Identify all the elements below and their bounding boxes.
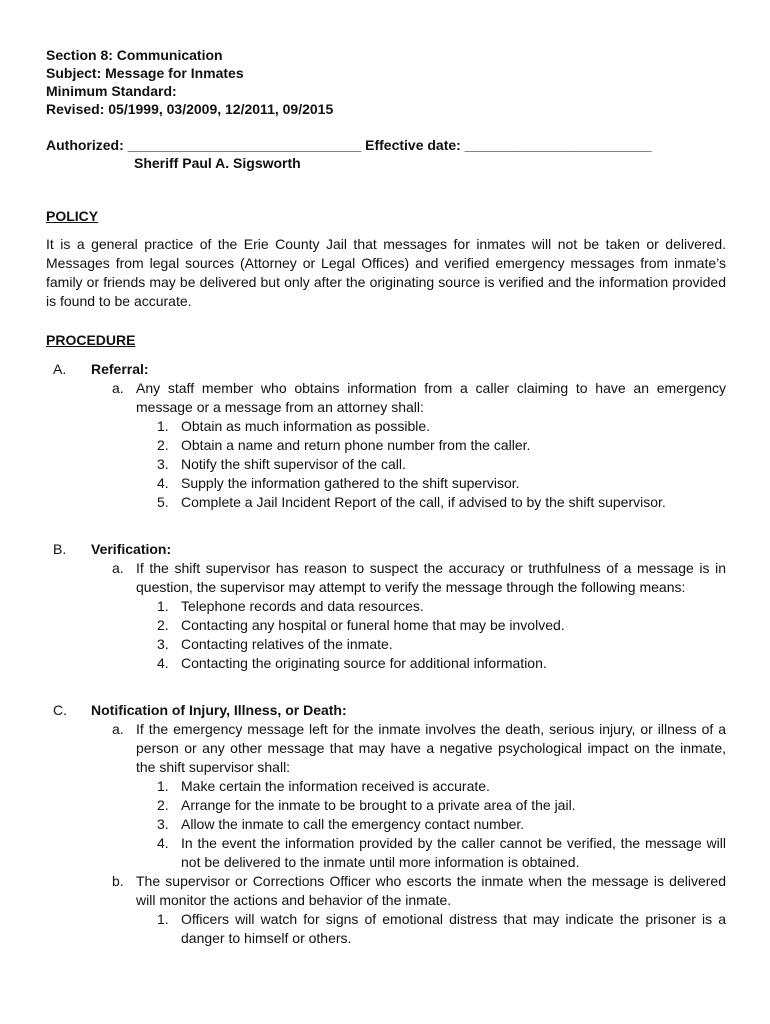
section-title: Verification: [91,541,172,557]
sub-item-text: If the emergency message left for the inmate involves the death, serious injury, or illness of a person or any other message that may have a negative psychological impact on the inmate, the shift supervisor shall: [136,721,726,775]
step-text: Telephone records and data resources. [181,598,424,614]
step-number: 3. [157,636,169,652]
step-text: Contacting the originating source for additional information. [181,655,547,671]
step-text: Make certain the information received is accurate. [181,778,490,794]
sub-item [112,559,726,597]
step-number: 1. [157,778,169,794]
document-header [46,46,333,118]
sub-item-text: Any staff member who obtains information from a caller claiming to have an emergency message or a message from an attorney shall: [136,380,726,415]
step-text: Arrange for the inmate to be brought to a private area of the jail. [181,797,576,813]
policy-text: It is a general practice of the Erie County Jail that messages for inmates will not be taken or delivered. Messages from legal sources (Attorney or Legal Offices) and verified emergency messages from inmate’s family or friends may be delivered but only after the originating source is verified and the information provided is found to be accurate. [46,236,726,309]
procedure-section [46,540,726,559]
step-text: In the event the information provided by the caller cannot be verified, the message will not be delivered to the inmate until more information is obtained. [181,835,726,870]
revised-line: Revised: 05/1999, 03/2009, 12/2011, 09/2015 [46,101,334,117]
standard-line: Minimum Standard: [46,83,177,99]
step-number: 2. [157,617,169,633]
authorization-line: Authorized: ______________________________ Effective date: ________________________ [46,137,652,153]
step-item [157,436,726,455]
sub-item [112,379,726,417]
sub-item-label: a. [112,380,124,396]
step-number: 2. [157,437,169,453]
step-item [157,474,726,493]
sub-item-label: b. [112,873,124,889]
step-text: Supply the information gathered to the shift supervisor. [181,475,520,491]
step-text: Notify the shift supervisor of the call. [181,456,406,472]
step-number: 3. [157,456,169,472]
policy-heading: POLICY [46,208,99,224]
step-number: 3. [157,816,169,832]
sub-item [112,720,726,777]
section-title: Notification of Injury, Illness, or Death: [91,702,347,718]
sub-item-text: The supervisor or Corrections Officer who escorts the inmate when the message is delivered will monitor the actions and behavior of the inmate. [136,873,726,908]
step-item [157,910,726,948]
step-item [157,597,726,616]
step-number: 1. [157,418,169,434]
step-text: Obtain a name and return phone number from the caller. [181,437,531,453]
step-text: Contacting any hospital or funeral home that may be involved. [181,617,565,633]
sub-item-text: If the shift supervisor has reason to suspect the accuracy or truthfulness of a message is in question, the supervisor may attempt to verify the message through the following means: [136,560,726,595]
step-number: 4. [157,835,169,851]
section-label: C. [53,702,67,718]
step-text: Complete a Jail Incident Report of the call, if advised to by the shift supervisor. [181,494,666,510]
step-text: Officers will watch for signs of emotional distress that may indicate the prisoner is a danger to himself or others. [181,911,726,946]
procedure-section [46,701,726,720]
step-item [157,616,726,635]
step-item [157,455,726,474]
sub-item [112,872,726,910]
step-number: 2. [157,797,169,813]
step-text: Allow the inmate to call the emergency contact number. [181,816,525,832]
procedure-list [46,360,726,948]
step-number: 4. [157,475,169,491]
section-label: B. [53,541,67,557]
step-number: 1. [157,598,169,614]
subject-line: Subject: Message for Inmates [46,65,244,81]
sub-item-label: a. [112,721,124,737]
step-item [157,635,726,654]
step-item [157,777,726,796]
step-number: 1. [157,911,169,927]
step-number: 4. [157,655,169,671]
step-item [157,654,726,673]
signer-name: Sheriff Paul A. Sigsworth [134,155,301,171]
document-body [46,207,726,948]
step-item [157,834,726,872]
section-line: Section 8: Communication [46,47,223,63]
step-text: Obtain as much information as possible. [181,418,431,434]
step-number: 5. [157,494,169,510]
sub-item-label: a. [112,560,124,576]
procedure-heading: PROCEDURE [46,332,136,348]
step-item [157,796,726,815]
procedure-section [46,360,726,379]
step-item [157,493,726,512]
step-item [157,815,726,834]
section-title: Referral: [91,361,149,377]
section-label: A. [53,361,67,377]
step-text: Contacting relatives of the inmate. [181,636,393,652]
step-item [157,417,726,436]
